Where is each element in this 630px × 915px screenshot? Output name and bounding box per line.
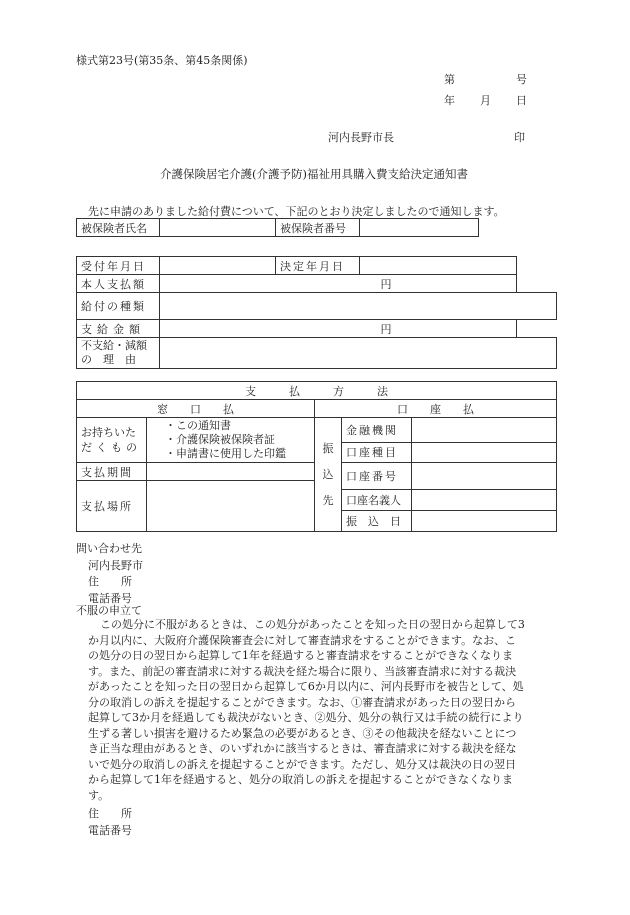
bring-item: ・介護保険被保険者証 (165, 433, 275, 446)
payment-amount-yen: 円 (380, 322, 392, 336)
account-payment-header: 口 座 払 (315, 400, 557, 418)
self-pay-value[interactable] (160, 275, 517, 293)
payment-place-value[interactable] (147, 481, 315, 532)
account-number-value[interactable] (412, 463, 557, 490)
received-date-value[interactable] (160, 257, 276, 275)
transfer-destination-label (315, 418, 342, 532)
transfer-char: 先 (322, 493, 334, 507)
objection-line: この処分に不服があるときは、この処分があったことを知った日の翌日から起算して3 (100, 618, 525, 631)
contact-heading: 問い合わせ先 (76, 542, 142, 555)
blank-cell (517, 320, 557, 338)
non-payment-label-line2: の 理 由 (81, 353, 136, 366)
objection-address-label: 住 所 (88, 807, 132, 820)
transfer-char: 振 (322, 441, 334, 455)
account-holder-value[interactable] (412, 490, 557, 511)
date-month: 月 (480, 94, 491, 107)
non-payment-value[interactable] (160, 338, 557, 369)
self-pay-label: 本人支払額 (77, 275, 160, 293)
payment-amount-label: 支給金額 (77, 320, 160, 338)
account-number-label: 口座番号 (342, 463, 412, 490)
bring-items-label (77, 418, 147, 463)
issuer-name: 河内長野市長 (328, 131, 394, 144)
bring-items-list (147, 418, 315, 463)
objection-body (88, 617, 548, 803)
bring-items-label-line1: お持ちいた (81, 426, 136, 439)
document-title: 介護保険居宅介護(介護予防)福祉用具購入費支給決定通知書 (160, 167, 468, 181)
bring-item: ・この通知書 (165, 419, 231, 432)
transfer-char: 込 (322, 467, 334, 481)
bring-item: ・申請書に使用した印鑑 (165, 447, 286, 460)
objection-line: 分の取消しの訴えを提起することができます。なお、①審査請求があった日の翌日から (88, 695, 517, 709)
account-holder-label: 口座名義人 (342, 490, 412, 511)
blank-cell (517, 275, 557, 293)
bank-label: 金融機関 (342, 418, 412, 443)
decided-date-value[interactable] (360, 257, 517, 275)
benefit-type-value[interactable] (160, 293, 557, 320)
objection-line: があったことを知った日の翌日から起算して6か月以内に、河内長野市を被告として、処 (88, 680, 524, 693)
non-payment-label (77, 338, 160, 369)
objection-line: 起算して3か月を経過しても裁決がないとき、②処分、処分の執行又は手続の続行により (88, 711, 524, 724)
transfer-date-value[interactable] (412, 511, 557, 532)
insured-number-value[interactable] (360, 219, 479, 237)
issuer-seal: 印 (514, 131, 525, 144)
objection-line: す。また、前記の審査請求に対する裁決を経た場合に限り、当該審査請求に対する裁決 (88, 664, 517, 678)
account-type-label: 口座種目 (342, 442, 412, 462)
payment-place-label: 支払場所 (77, 481, 147, 532)
contact-phone-label: 電話番号 (88, 592, 132, 605)
insured-name-value[interactable] (160, 219, 276, 237)
date-year: 年 (444, 94, 455, 107)
payment-period-value[interactable] (147, 463, 315, 481)
objection-line: 生ずる著しい損害を避けるため緊急の必要があるとき、③その他裁決を経ないことにつ (88, 726, 517, 740)
non-payment-label-line1: 不支給・減額 (81, 339, 147, 352)
payment-method-header: 支 払 方 法 (77, 382, 557, 400)
objection-line: から起算して1年を経過すると、処分の取消しの訴えを提起することができなくなりま (88, 773, 513, 786)
payment-period-label: 支払期間 (77, 463, 147, 481)
objection-line: き正当な理由があるとき、のいずれかに該当するときは、審査請求に対する裁決を経な (88, 742, 517, 755)
bring-items-label-line2: だくもの (81, 441, 141, 454)
contact-address-label: 住 所 (88, 575, 132, 588)
objection-line: す。 (88, 788, 110, 802)
objection-phone-label: 電話番号 (88, 824, 132, 837)
insured-name-label: 被保険者氏名 (77, 219, 160, 237)
benefit-type-label: 給付の種類 (77, 293, 160, 320)
blank-cell (517, 257, 557, 275)
counter-payment-header: 窓 口 払 (77, 400, 315, 418)
insured-number-label: 被保険者番号 (276, 219, 360, 237)
objection-line: か月以内に、大阪府介護保険審査会に対して審査請求をすることができます。なお、こ (88, 633, 517, 647)
date-day: 日 (516, 94, 527, 107)
payment-method-table (76, 381, 557, 532)
number-prefix: 第 (444, 73, 455, 86)
form-number: 様式第23号(第35条、第45条関係) (76, 54, 248, 67)
objection-line: の処分の日の翌日から起算して1年を経過すると審査請求をすることができなくなりま (88, 649, 513, 662)
insured-table (76, 218, 479, 237)
objection-line: いで処分の取消しの訴えを提起することができます。ただし、処分又は裁決の日の翌日 (88, 757, 517, 771)
received-date-label: 受付年月日 (77, 257, 160, 275)
intro-text: 先に申請のありました給付費について、下記のとおり決定しましたので通知します。 (88, 205, 505, 218)
number-suffix: 号 (516, 73, 527, 86)
account-type-value[interactable] (412, 442, 557, 462)
bank-value[interactable] (412, 418, 557, 443)
transfer-date-label: 振 込 日 (342, 511, 412, 532)
objection-heading: 不服の申立て (76, 604, 142, 617)
decided-date-label: 決定年月日 (276, 257, 360, 275)
contact-office: 河内長野市 (88, 559, 143, 572)
decision-table (76, 256, 557, 369)
payment-amount-value[interactable] (160, 320, 517, 338)
self-pay-yen: 円 (380, 277, 392, 291)
